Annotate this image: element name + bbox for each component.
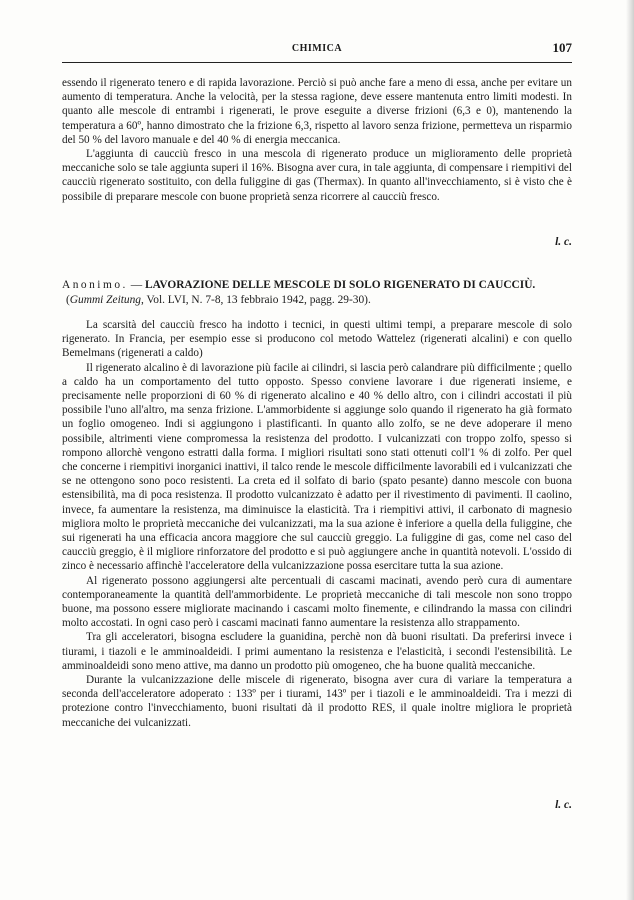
continued-text-block: [62, 76, 572, 204]
citation-open: (: [66, 293, 70, 306]
running-head: CHIMICA: [291, 43, 343, 54]
heading-dash: —: [127, 279, 145, 291]
paragraph: Al rigenerato possono aggiungersi alte percentuali di cascami macinati, avendo però cura di aumentare contemporaneamente la quantità dell'ammorbidente. Le proprietà meccaniche di tali mescole non sono troppo buone, ma possono essere migliorate macinando i cascami molto finemente, e cilindrando la massa con cilindri molto accostati. In ogni caso però i cascami macinati fanno aumentare la resistenza allo strappamento.: [62, 574, 572, 630]
page-number: 107: [552, 40, 572, 55]
paragraph: Tra gli acceleratori, bisogna escludere la guanidina, perchè non dà buoni risultati. Da preferirsi invece i tiurami, i tiazoli e le amminoaldeidi. I primi aumentano la resistenza e l'elasticità, i secondi l'estensibilità. Le amminoaldeidi sono meno attive, ma danno un prodotto più omogeneo, che ha buone qualità meccaniche.: [62, 631, 572, 672]
article-title: LAVORAZIONE DELLE MESCOLE DI SOLO RIGENERATO DI CAUCCIÙ.: [144, 279, 536, 291]
article-body: [62, 318, 572, 730]
signature: l. c.: [555, 799, 572, 811]
paragraph: essendo il rigenerato tenero e di rapida lavorazione. Perciò si può anche fare a meno di essa, anche per evitare un aumento di temperatura. Anche la velocità, per la stessa ragione, deve essere mantenuta entro limiti modesti. In quanto alle mescole di entrambi i rigenerati, le prove eseguite a diverse frizioni (6,3 e 0), mantenendo la temperatura a 60º, hanno dimostrato che la frizione 6,3, rispetto al lavoro senza frizione, permetteva un risparmio del 50 % del lavoro manuale e del 40 % di energia meccanica.: [62, 77, 572, 146]
signature: l. c.: [555, 236, 572, 248]
paragraph: La scarsità del caucciù fresco ha indotto i tecnici, in questi ultimi tempi, a preparare mescole di solo rigenerato. In Francia, per esempio esse si producono col metodo Wattelez (rigenerati alcalini) e con quello Bemelmans (rigenerati a caldo): [62, 319, 572, 360]
page-edge-shadow: [626, 0, 634, 900]
journal-name: Gummi Zeitung: [69, 293, 141, 306]
header-rule: [62, 62, 572, 63]
article-heading: [62, 278, 572, 307]
paragraph: Durante la vulcanizzazione delle miscele di rigenerato, bisogna aver cura di variare la temperatura a seconda dell'acceleratore adoperato : 133º per i tiurami, 143º per i tiazoli e le amminoaldeidi. Tra i mezzi di protezione contro l'invecchiamento, buoni risultati dà il prodotto RES, il quale inoltre migliora le proprietà meccaniche dei vulcanizzati.: [62, 674, 572, 729]
article-author: Anonimo.: [62, 279, 128, 291]
paragraph: Il rigenerato alcalino è di lavorazione più facile ai cilindri, si lascia però calandrare più difficilmente ; quello a caldo ha un comportamento del tutto opposto. Spesso conviene lavorare i due rigenerati insieme, e precisamente nelle proporzioni di 60 % di rigenerato alcalino e 40 % dello altro, con i cilindri accostati il più possibile l'uno all'altro, ma senza frizione. L'ammorbidente si aggiunge solo quando il rigenerato ha già formato un foglio omogeneo. Indi si aggiungono i plastificanti. In quanto allo zolfo, se ne deve adoperare il meno possibile, altrimenti viene compromessa la resistenza del prodotto. I vulcanizzati con troppo zolfo, spesso si rompono allorchè vengono estratti dalla forma. I migliori risultati sono stati ottenuti coll'1 % di zolfo. Per quel che concerne i riempitivi inorganici inattivi, il talco rende le mescole difficilmente lavorabili ed i vulcanizzati che se ne ottengono sono poco resistenti. La creta ed il solfato di bario (spato pesante) danno mescole con buona estensibilità, ma di poca resistenza. Il prodotto vulcanizzato è adatto per il rivestimento di pavimenti. Il caolino, invece, fa aumentare la resistenza, ma diminuisce la elasticità. Tra i riempitivi attivi, il carbonato di magnesio migliora molto le proprietà meccaniche dei vulcanizzati, ma la sua azione è inferiore a quella della fuliggine, che sui rigenerati ha una efficacia ancora maggiore che sul caucciù greggio. La fuliggine di gas, come nel caso del caucciù greggio, è il migliore rinforzatore del prodotto e si può aggiungere anche in quantità notevoli. L'ossido di zinco è necessario affinchè l'acceleratore della vulcanizzazione possa esercitare tutta la sua azione.: [62, 361, 572, 573]
page-header: [62, 40, 572, 60]
citation-details: , Vol. LVI, N. 7-8, 13 febbraio 1942, pagg. 29-30).: [141, 293, 371, 306]
article-citation: [62, 293, 572, 308]
paragraph: L'aggiunta di caucciù fresco in una mescola di rigenerato produce un miglioramento delle proprietà meccaniche solo se tale aggiunta superi il 16%. Bisogna aver cura, in tale aggiunta, di compensare i riempitivi del caucciù rigenerato sostituito, con della fuliggine di gas (Thermax). In quanto all'invecchiamento, si è visto che è possibile di preparare mescole con buone proprietà senza ricorrere al caucciù fresco.: [62, 148, 572, 203]
